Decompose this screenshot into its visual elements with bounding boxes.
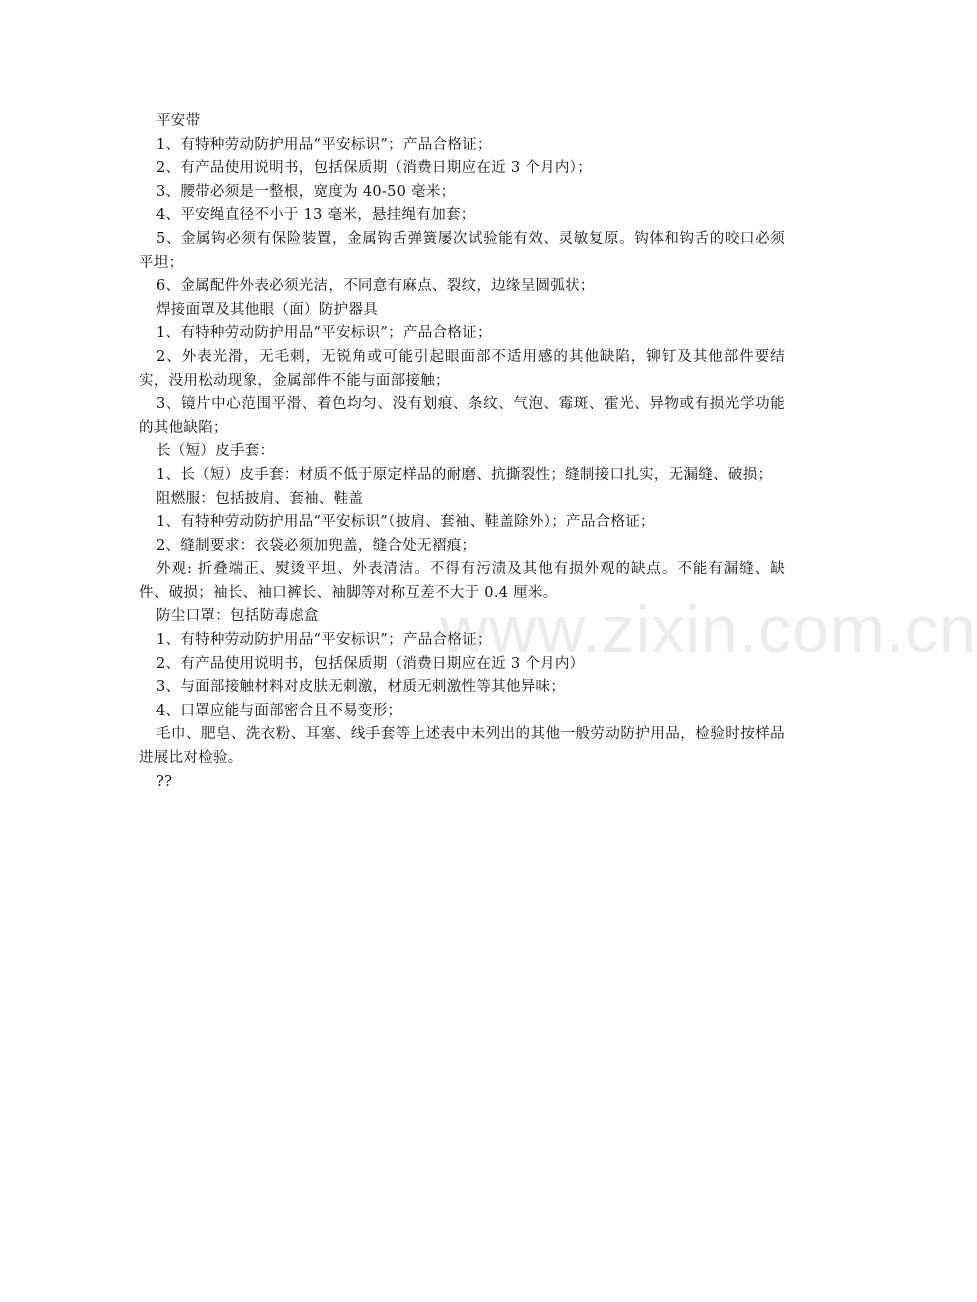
paragraph: 1、长（短）皮手套：材质不低于原定样品的耐磨、抗撕裂性；缝制接口扎实，无漏缝、破损； bbox=[156, 466, 773, 483]
section-heading-dust-mask: 防尘口罩：包括防毒虑盒 bbox=[156, 608, 319, 625]
paragraph: ?? bbox=[156, 773, 173, 790]
paragraph: 2、外表光滑，无毛刺，无锐角或可能引起眼面部不适用感的其他缺陷，铆钉及其他部件要结实，没用松动现象，金属部件不能与面部接触； bbox=[139, 348, 785, 389]
section-heading-flame-retardant-clothing: 阻燃服：包括披肩、套袖、鞋盖 bbox=[156, 490, 364, 507]
paragraph: 2、有产品使用说明书，包括保质期（消费日期应在近 3 个月内）； bbox=[156, 160, 593, 177]
paragraph: 2、缝制要求：衣袋必须加兜盖，缝合处无褶痕； bbox=[156, 537, 477, 554]
paragraph: 6、金属配件外表必须光洁，不同意有麻点、裂纹，边缘呈圆弧状； bbox=[156, 278, 595, 295]
paragraph: 3、镜片中心范围平滑、着色均匀、没有划痕、条纹、气泡、霉斑、霍光、异物或有损光学功能的其他缺陷； bbox=[139, 396, 785, 436]
paragraph: 4、口罩应能与面部密合且不易变形； bbox=[156, 702, 403, 719]
paragraph: 1、有特种劳动防护用品“平安标识”；产品合格证； bbox=[156, 325, 492, 342]
paragraph: 5、金属钩必须有保险装置，金属钩舌弹簧屡次试验能有效、灵敏复原。钩体和钩舌的咬口必须平坦； bbox=[139, 230, 785, 271]
paragraph: 外观: 折叠端正、熨烫平坦、外表清洁。不得有污渍及其他有损外观的缺点。不能有漏缝、缺件、破损；袖长、袖口裤长、袖脚等对称互差不大于 0.4 厘米。 bbox=[139, 561, 785, 601]
paragraph: 1、有特种劳动防护用品“平安标识”（披肩、套袖、鞋盖除外）；产品合格证； bbox=[156, 514, 655, 531]
document-body bbox=[139, 110, 785, 794]
section-heading-welding-mask: 焊接面罩及其他眼（面）防护器具 bbox=[156, 301, 378, 318]
paragraph: 3、与面部接触材料对皮肤无刺激，材质无刺激性等其他异味； bbox=[156, 679, 566, 696]
section-heading-leather-gloves: 长（短）皮手套： bbox=[156, 443, 275, 460]
paragraph: 1、有特种劳动防护用品“平安标识”；产品合格证； bbox=[156, 136, 492, 153]
site-watermark: www.zixin.com.cn bbox=[440, 592, 977, 666]
paragraph: 2、有产品使用说明书，包括保质期（消费日期应在近 3 个月内） bbox=[156, 655, 585, 672]
paragraph: 毛巾、肥皂、洗衣粉、耳塞、线手套等上述表中未列出的其他一般劳动防护用品，检验时按样品进展比对检验。 bbox=[139, 726, 785, 767]
paragraph: 3、腰带必须是一整根，宽度为 40-50 毫米； bbox=[156, 183, 456, 200]
paragraph: 4、平安绳直径不小于 13 毫米，悬挂绳有加套； bbox=[156, 207, 476, 224]
paragraph: 1、有特种劳动防护用品“平安标识”；产品合格证； bbox=[156, 632, 492, 649]
section-heading-safety-belt: 平安带 bbox=[156, 113, 201, 129]
